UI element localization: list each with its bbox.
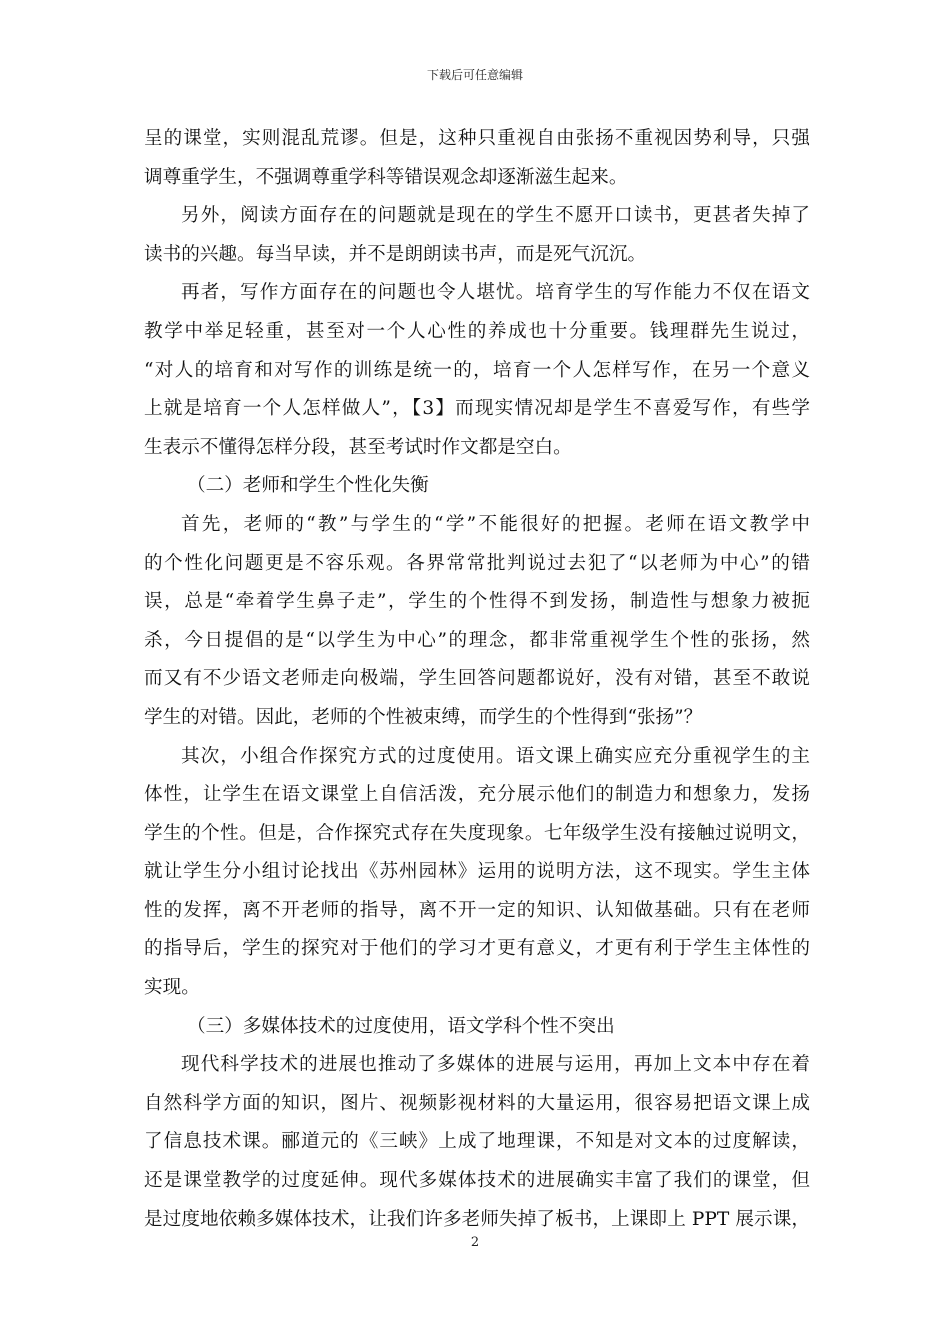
text-line: 首先，老师的“教”与学生的“学”不能很好的把握。老师在语文教学中 [181, 513, 810, 535]
text-line: 体性，让学生在语文课堂上自信活泼，充分展示他们的制造力和想象力，发扬 [144, 784, 810, 806]
page-header: 下载后可任意编辑 [426, 68, 523, 82]
document-body [144, 120, 810, 1239]
text-line: 还是课堂教学的过度延伸。现代多媒体技术的进展确实丰富了我们的课堂，但 [144, 1170, 810, 1192]
page-number: 2 [470, 1235, 480, 1250]
text-line: 读书的兴趣。每当早读，并不是朗朗读书声，而是死气沉沉。 [144, 243, 647, 265]
text-line: 自然科学方面的知识，图片、视频影视材料的大量运用，很容易把语文课上成 [144, 1092, 810, 1114]
section-heading: （三）多媒体技术的过度使用，语文学科个性不突出 [187, 1015, 615, 1037]
text-line: 学生的个性。但是，合作探究式存在失度现象。七年级学生没有接触过说明文， [144, 822, 810, 844]
text-line: 而又有不少语文老师走向极端，学生回答问题都说好，没有对错，甚至不敢说 [144, 668, 810, 690]
text-line: 生表示不懂得怎样分段，甚至考试时作文都是空白。 [144, 436, 572, 458]
text-line: 呈的课堂，实则混乱荒谬。但是，这种只重视自由张扬不重视因势利导，只强 [144, 128, 810, 149]
text-line: 的指导后，学生的探究对于他们的学习才更有意义，才更有利于学生主体性的 [144, 938, 810, 960]
text-line: 学生的对错。因此，老师的个性被束缚，而学生的个性得到“张扬”？ [144, 706, 703, 728]
text-line: 现代科学技术的进展也推动了多媒体的进展与运用，再加上文本中存在着 [181, 1054, 810, 1076]
text-line: 杀，今日提倡的是“以学生为中心”的理念，都非常重视学生个性的张扬，然 [144, 629, 810, 651]
text-line: 实现。 [144, 977, 200, 999]
text-line: 就让学生分小组讨论找出《苏州园林》运用的说明方法，这不现实。学生主体 [144, 861, 810, 883]
text-line: 其次，小组合作探究方式的过度使用。语文课上确实应充分重视学生的主 [181, 745, 810, 767]
text-line: 调尊重学生，不强调尊重学科等错误观念却逐渐滋生起来。 [144, 166, 628, 188]
text-line: 的个性化问题更是不容乐观。各界常常批判说过去犯了“以老师为中心”的错 [144, 552, 810, 574]
text-line: 上就是培育一个人怎样做人”，【3】而现实情况却是学生不喜爱写作，有些学 [144, 398, 810, 420]
text-line: 教学中举足轻重，甚至对一个人心性的养成也十分重要。钱理群先生说过， [144, 320, 810, 342]
text-line: 再者，写作方面存在的问题也令人堪忧。培育学生的写作能力不仅在语文 [181, 282, 810, 304]
text-line: 性的发挥，离不开老师的指导，离不开一定的知识、认知做基础。只有在老师 [144, 899, 810, 921]
text-line: 误，总是“牵着学生鼻子走”，学生的个性得不到发扬，制造性与想象力被扼 [144, 591, 810, 613]
text-line: 另外，阅读方面存在的问题就是现在的学生不愿开口读书，更甚者失掉了 [181, 205, 810, 227]
text-line: 了信息技术课。郦道元的《三峡》上成了地理课，不知是对文本的过度解读， [144, 1131, 810, 1153]
text-line: 是过度地依赖多媒体技术，让我们许多老师失掉了板书，上课即上 PPT 展示课， [144, 1208, 810, 1230]
text-line: “对人的培育和对写作的训练是统一的，培育一个人怎样写作，在另一个意义 [144, 359, 810, 381]
section-heading: （二）老师和学生个性化失衡 [187, 475, 429, 497]
